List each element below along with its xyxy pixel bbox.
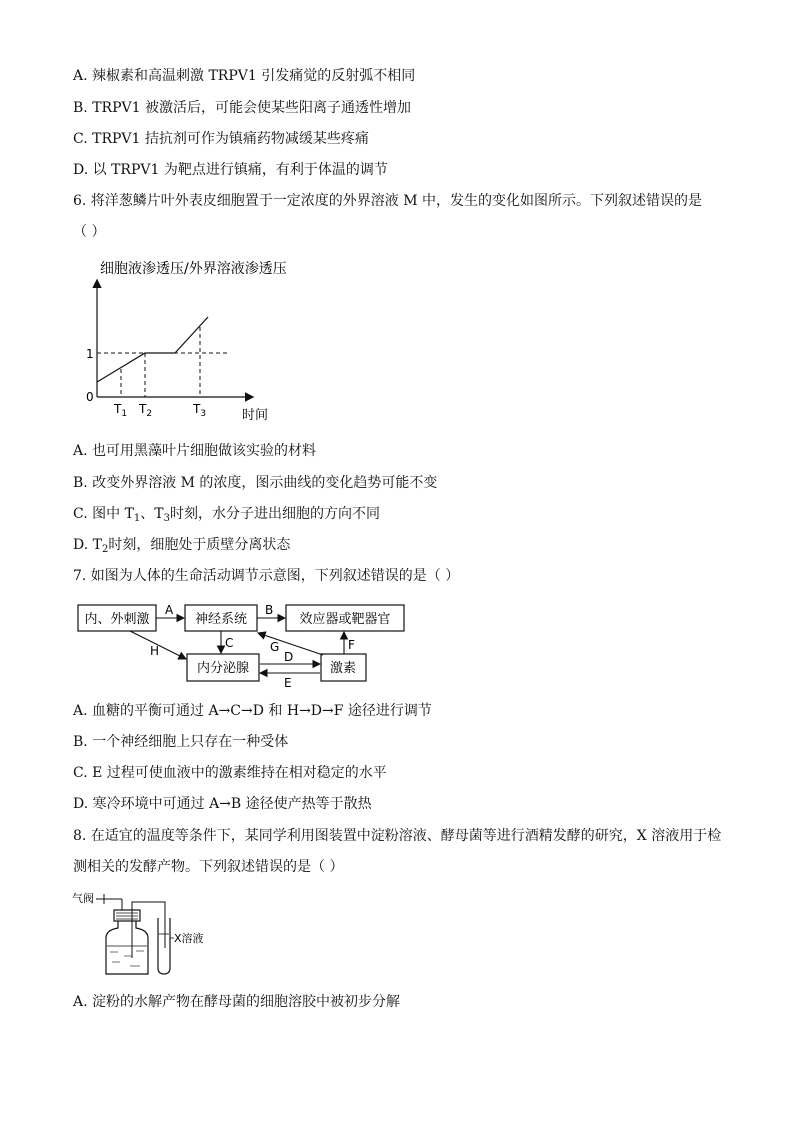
svg-text:神经系统: 神经系统	[194, 612, 248, 627]
svg-text:激素: 激素	[329, 661, 357, 676]
svg-text:G: G	[270, 640, 280, 654]
q6-stem: 6. 将洋葱鳞片叶外表皮细胞置于一定浓度的外界溶液 M 中，发生的变化如图所示。下列叙述错误的是	[73, 193, 703, 209]
graph-t3-label: $T_3$	[193, 402, 207, 419]
graph-origin-label: 0	[86, 390, 94, 404]
graph-y-one-label: 1	[86, 347, 94, 361]
svg-text:C: C	[225, 636, 234, 650]
q8-stem-line2: 测相关的发酵产物。下列叙述错误的是（ ）	[73, 859, 344, 875]
q7-stem: 7. 如图为人体的生命活动调节示意图，下列叙述错误的是（ ）	[73, 568, 460, 584]
svg-text:D: D	[284, 650, 294, 664]
q8-stem-line1: 8. 在适宜的温度等条件下，某同学利用图装置中淀粉溶液、酵母菌等进行酒精发酵的研究，X 溶液用于检	[73, 828, 722, 844]
graph-x-label: 时间	[242, 408, 269, 423]
q6-option-d: D. $T_2$时刻，细胞处于质壁分离状态	[73, 537, 291, 555]
graph-t1-label: $T_1$	[114, 402, 128, 419]
test-tube	[158, 918, 170, 974]
graph-t2-label: $T_2$	[139, 402, 153, 419]
graph-y-label: 细胞液渗透压/外界溶液渗透压	[100, 261, 287, 277]
q6-osmotic-graph	[80, 255, 300, 425]
svg-text:A: A	[165, 603, 174, 617]
fermentation-bottle	[106, 921, 148, 974]
svg-text:E: E	[284, 676, 292, 690]
q8-fermentation-apparatus	[70, 888, 220, 980]
svg-text:F: F	[348, 638, 355, 652]
q5-option-b: B. TRPV1 被激活后，可能会使某些阳离子通透性增加	[73, 100, 411, 116]
q7-option-a: A. 血糖的平衡可通过 A→C→D 和 H→D→F 途径进行调节	[73, 703, 432, 719]
q5-option-c: C. TRPV1 拮抗剂可作为镇痛药物减缓某些疼痛	[73, 131, 369, 147]
apparatus-valve-label: 气阀	[72, 892, 94, 905]
svg-text:B: B	[265, 603, 274, 617]
apparatus-solution-label: X溶液	[174, 932, 204, 945]
q8-option-a: A. 淀粉的水解产物在酵母菌的细胞溶胶中被初步分解	[73, 994, 401, 1010]
svg-text:效应器或靶器官: 效应器或靶器官	[299, 612, 391, 627]
q7-option-c: C. E 过程可使血液中的激素维持在相对稳定的水平	[73, 765, 387, 781]
q6-option-c: C. 图中 $T_1$、$T_3$时刻，水分子进出细胞的方向不同	[73, 506, 380, 524]
q7-option-d: D. 寒冷环境中可通过 A→B 途径使产热等于散热	[73, 796, 372, 812]
q5-option-a: A. 辣椒素和高温刺激 TRPV1 引发痛觉的反射弧不相同	[73, 68, 416, 84]
svg-text:H: H	[150, 644, 160, 658]
svg-text:内分泌腺: 内分泌腺	[196, 661, 250, 676]
svg-text:内、外刺激: 内、外刺激	[84, 612, 150, 627]
graph-curve	[97, 317, 208, 382]
q6-option-b: B. 改变外界溶液 M 的浓度，图示曲线的变化趋势可能不变	[73, 475, 438, 491]
q5-option-d: D. 以 TRPV1 为靶点进行镇痛，有利于体温的调节	[73, 162, 388, 178]
q6-option-a: A. 也可用黑藻叶片细胞做该实验的材料	[73, 443, 317, 459]
q7-option-b: B. 一个神经细胞上只存在一种受体	[73, 734, 289, 750]
q7-regulation-diagram	[70, 597, 415, 693]
q6-answer-paren: （ ）	[73, 224, 106, 240]
